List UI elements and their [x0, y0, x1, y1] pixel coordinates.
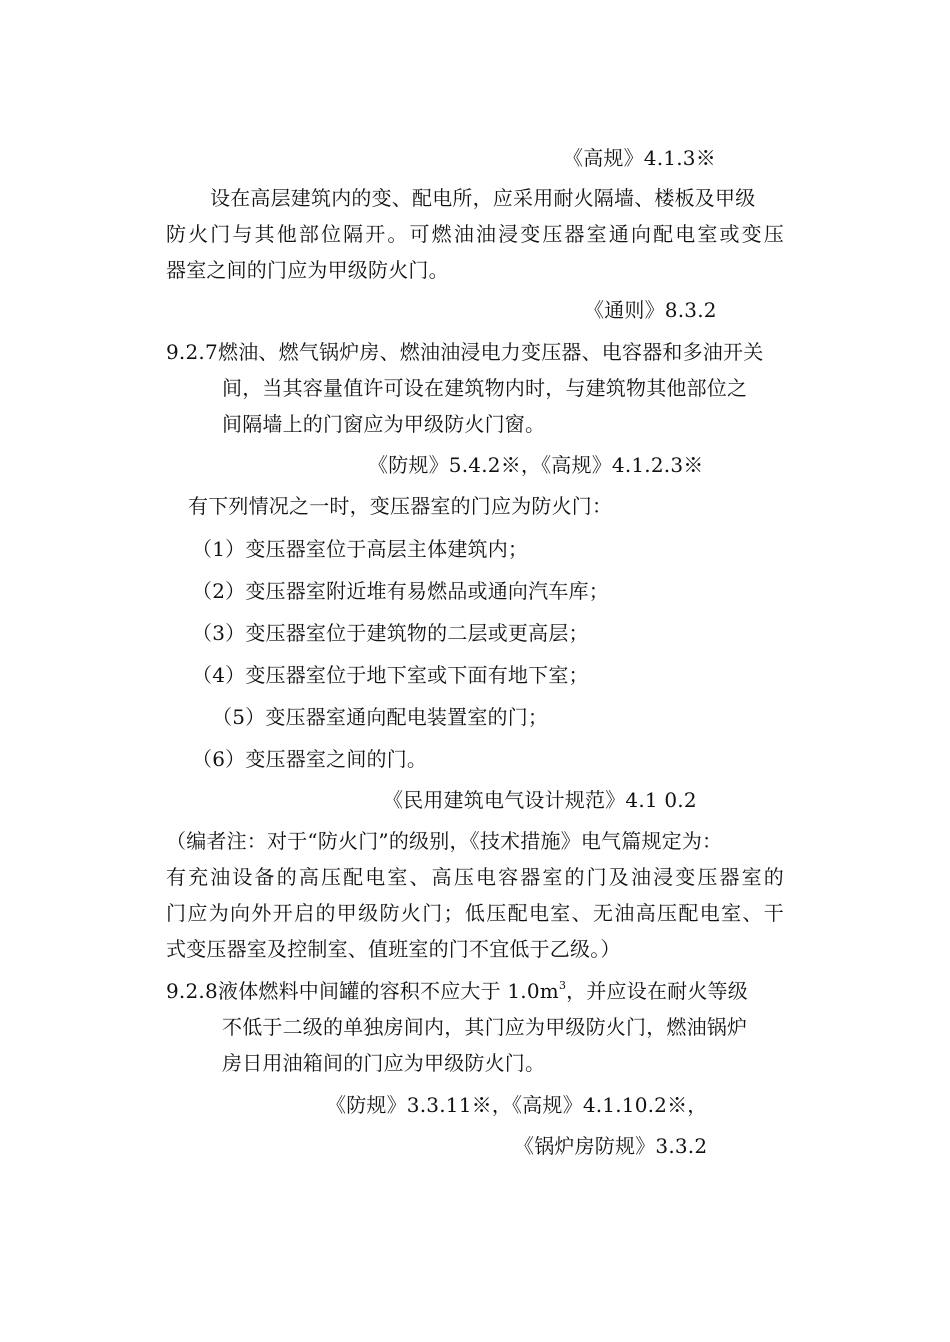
- reference-fanggui-gaogui: 《防规》5.4.2※，《高规》4.1.2.3※: [368, 453, 704, 477]
- editor-note-line: 式变压器室及控制室、值班室的门不宜低于乙级。）: [166, 937, 621, 961]
- reference-fanggui-gaogui-2: 《防规》3.3.11※，《高规》4.1.10.2※，: [326, 1093, 708, 1117]
- clause-number-9-2-8: 9.2.8: [166, 979, 218, 1003]
- paragraph-line: 设在高层建筑内的变、配电所，应采用耐火隔墙、楼板及甲级: [210, 186, 756, 210]
- clause-text: 液体燃料中间罐的容积不应大于 1.0m: [218, 979, 559, 1003]
- reference-gaogui-4-1-3: 《高规》4.1.3※: [563, 146, 716, 170]
- clause-line: [218, 979, 748, 1003]
- superscript: 3: [558, 979, 567, 992]
- paragraph-line: 器室之间的门应为甲级防火门。: [166, 258, 449, 282]
- list-item: （4）变压器室位于地下室或下面有地下室；: [192, 663, 589, 687]
- clause-line: 燃油、燃气锅炉房、燃油油浸电力变压器、电容器和多油开关: [218, 340, 764, 364]
- editor-note-line: 有充油设备的高压配电室、高压电容器室的门及油浸变压器室的: [166, 865, 784, 889]
- paragraph-line: 防火门与其他部位隔开。可燃油油浸变压器室通向配电室或变压: [166, 222, 784, 246]
- clause-number-9-2-7: 9.2.7: [166, 340, 218, 364]
- reference-civil-electrical-code: 《民用建筑电气设计规范》4.1 0.2: [383, 788, 697, 812]
- clause-line: 不低于二级的单独房间内，其门应为甲级防火门，燃油锅炉: [222, 1015, 748, 1039]
- list-item: （3）变压器室位于建筑物的二层或更高层；: [192, 621, 589, 645]
- editor-note-line: 门应为向外开启的甲级防火门；低压配电室、无油高压配电室、干: [166, 901, 784, 925]
- reference-boiler-room-code: 《锅炉房防规》3.3.2: [514, 1134, 708, 1158]
- list-item: （1）变压器室位于高层主体建筑内；: [192, 537, 529, 561]
- clause-line: 间，当其容量值许可设在建筑物内时，与建筑物其他部位之: [222, 376, 748, 400]
- list-item: （2）变压器室附近堆有易燃品或通向汽车库；: [192, 579, 609, 603]
- list-item: （6）变压器室之间的门。: [192, 747, 428, 771]
- list-intro: 有下列情况之一时，变压器室的门应为防火门：: [188, 494, 613, 518]
- list-item: （5）变压器室通向配电装置室的门；: [212, 705, 549, 729]
- clause-line: 间隔墙上的门窗应为甲级防火门窗。: [222, 412, 546, 436]
- clause-line: 房日用油箱间的门应为甲级防火门。: [222, 1051, 546, 1075]
- editor-note-line: （编者注：对于“防火门”的级别，《技术措施》电气篇规定为：: [166, 829, 723, 853]
- reference-tongze-8-3-2: 《通则》8.3.2: [584, 298, 717, 322]
- clause-text: ，并应设在耐火等级: [566, 979, 748, 1003]
